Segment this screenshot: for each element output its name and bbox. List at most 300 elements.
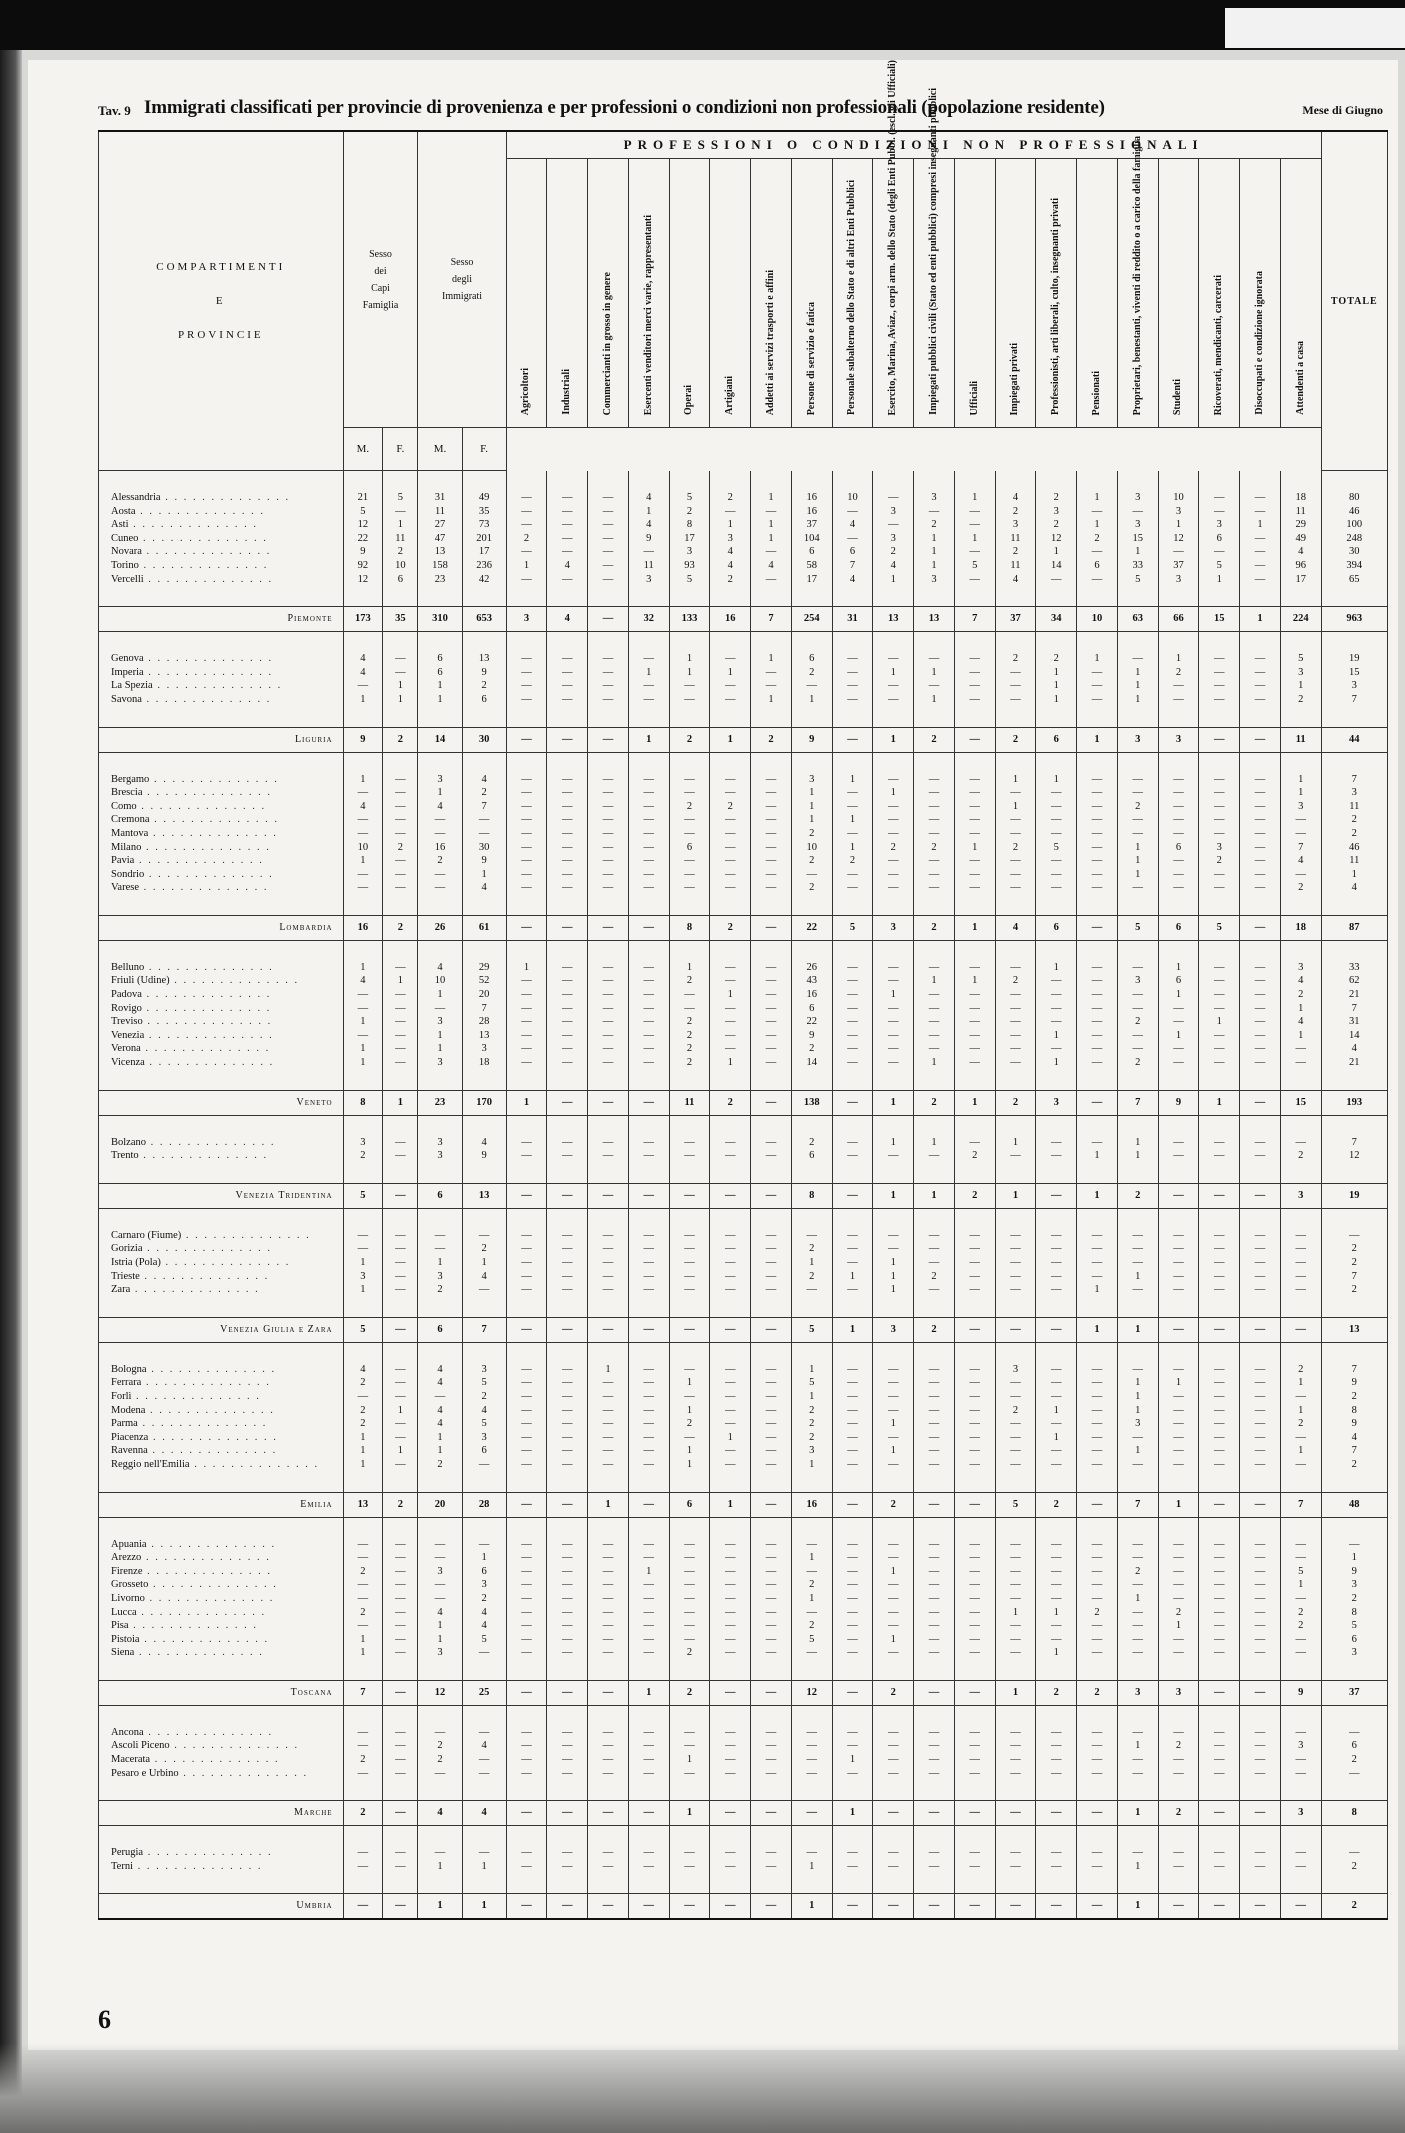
spacer-cell: [914, 895, 955, 916]
spacer-cell: [383, 632, 418, 653]
table-cell: 1: [914, 532, 955, 546]
table-cell: 1: [873, 988, 914, 1002]
table-cell: —: [628, 1042, 669, 1056]
spacer-cell: [628, 1517, 669, 1538]
table-cell: —: [628, 1894, 669, 1920]
table-cell: —: [873, 1149, 914, 1163]
table-cell: —: [628, 1242, 669, 1256]
table-cell: 1: [383, 518, 418, 532]
table-row-total: [99, 1680, 1388, 1705]
table-cell: —: [1280, 1256, 1321, 1270]
table-cell: —: [751, 1404, 792, 1418]
table-cell: —: [1199, 1739, 1240, 1753]
provincia-name: [99, 813, 344, 827]
table-cell: —: [710, 1015, 751, 1029]
leader-dots: . . . . . . . . . . . . . .: [141, 1377, 271, 1389]
spacer-cell: [506, 1472, 547, 1493]
table-cell: 9: [791, 727, 832, 752]
table-cell: —: [1077, 1056, 1118, 1070]
table-cell: 1: [873, 666, 914, 680]
table-cell: —: [1036, 1002, 1077, 1016]
spacer-cell: [1077, 1342, 1118, 1363]
spacer-cell: [873, 707, 914, 728]
table-cell: —: [383, 1390, 418, 1404]
provincia-name: [99, 773, 344, 787]
table-cell: —: [832, 1680, 873, 1705]
table-row: [99, 1390, 1388, 1404]
table-cell: —: [995, 1538, 1036, 1552]
table-cell: —: [751, 1149, 792, 1163]
table-cell: —: [1036, 827, 1077, 841]
table-cell: —: [1158, 1404, 1199, 1418]
table-cell: —: [628, 1578, 669, 1592]
table-cell: —: [751, 666, 792, 680]
compartimento-total-name: [99, 1317, 344, 1342]
table-cell: —: [669, 1283, 710, 1297]
spacer-row: [99, 1070, 1388, 1091]
table-cell: 4: [462, 1739, 506, 1753]
spacer-cell: [462, 752, 506, 773]
table-cell: —: [954, 1317, 995, 1342]
table-cell: —: [873, 652, 914, 666]
table-cell: —: [506, 1860, 547, 1874]
table-cell: —: [1158, 1042, 1199, 1056]
table-cell: —: [995, 1619, 1036, 1633]
table-cell: —: [588, 854, 629, 868]
table-cell: 4: [418, 1363, 462, 1377]
spacer-cell: [547, 940, 588, 961]
leader-dots: . . . . . . . . . . . . . .: [136, 800, 267, 812]
table-cell: —: [383, 1149, 418, 1163]
table-cell: —: [751, 1551, 792, 1565]
spacer-cell: [873, 1163, 914, 1184]
spacer-cell: [914, 1517, 955, 1538]
spacer-cell: [751, 1163, 792, 1184]
table-cell: —: [418, 1538, 462, 1552]
table-cell: —: [1199, 1767, 1240, 1781]
table-cell: —: [914, 1619, 955, 1633]
row-label: Verona: [111, 1043, 141, 1055]
table-cell: —: [506, 1149, 547, 1163]
table-cell: 7: [1117, 1090, 1158, 1115]
table-cell: —: [383, 1317, 418, 1342]
table-cell: —: [1036, 1229, 1077, 1243]
table-cell: —: [954, 518, 995, 532]
table-cell: —: [462, 1846, 506, 1860]
table-cell: —: [995, 1767, 1036, 1781]
spacer-cell: [995, 752, 1036, 773]
row-label: Venezia Giulia e Zara: [220, 1323, 333, 1335]
spacer-cell: [1280, 1297, 1321, 1318]
table-cell: —: [995, 1317, 1036, 1342]
table-cell: —: [832, 1363, 873, 1377]
table-cell: —: [710, 1270, 751, 1284]
table-cell: —: [1117, 1551, 1158, 1565]
spacer-cell: [669, 1070, 710, 1091]
spacer-cell: [954, 632, 995, 653]
table-cell: —: [343, 1029, 383, 1043]
table-cell: —: [669, 1363, 710, 1377]
provincia-name: [99, 1538, 344, 1552]
table-cell: 1: [751, 518, 792, 532]
table-cell: 3: [1199, 518, 1240, 532]
spacer-cell: [588, 707, 629, 728]
table-cell: 1: [791, 813, 832, 827]
table-row: [99, 573, 1388, 587]
row-label: Alessandria: [111, 492, 161, 503]
table-cell: —: [506, 518, 547, 532]
table-cell: 2: [914, 1270, 955, 1284]
table-cell: —: [914, 1149, 955, 1163]
table-cell: —: [1199, 1578, 1240, 1592]
table-cell: 3: [710, 532, 751, 546]
table-cell: —: [914, 1565, 955, 1579]
table-cell: —: [462, 1229, 506, 1243]
table-cell: —: [710, 1149, 751, 1163]
table-cell: —: [710, 1860, 751, 1874]
table-cell: —: [588, 1404, 629, 1418]
table-cell: 43: [791, 974, 832, 988]
header-profession-label: Industriali: [561, 369, 573, 415]
table-cell: —: [832, 881, 873, 895]
spacer-cell: [628, 1342, 669, 1363]
table-cell: —: [343, 988, 383, 1002]
table-cell: —: [1036, 1149, 1077, 1163]
table-cell: —: [506, 505, 547, 519]
leader-dots: . . . . . . . . . . . . . .: [149, 773, 279, 785]
table-cell: —: [914, 1002, 955, 1016]
spacer-cell: [99, 471, 344, 492]
spacer-cell: [1036, 1342, 1077, 1363]
spacer-cell: [914, 1115, 955, 1136]
header-profession-label: Esercenti venditori merci varie, rappresentanti: [642, 214, 654, 415]
table-cell: —: [1199, 1002, 1240, 1016]
table-cell: 4: [1280, 545, 1321, 559]
table-cell: 1: [710, 666, 751, 680]
table-cell: —: [954, 1363, 995, 1377]
table-cell: 16: [343, 915, 383, 940]
table-cell: —: [914, 1894, 955, 1920]
leader-dots: . . . . . . . . . . . . . .: [150, 1754, 280, 1766]
table-row: [99, 1606, 1388, 1620]
table-cell: —: [832, 1646, 873, 1660]
spacer-cell: [1199, 895, 1240, 916]
table-cell: —: [832, 988, 873, 1002]
table-cell: —: [547, 988, 588, 1002]
table-cell: —: [1199, 1444, 1240, 1458]
table-cell: —: [914, 988, 955, 1002]
table-cell: —: [873, 800, 914, 814]
spacer-cell: [1117, 1297, 1158, 1318]
table-cell: 2: [791, 1042, 832, 1056]
leader-dots: . . . . . . . . . . . . . .: [128, 519, 259, 531]
compartimento-total-name: [99, 1183, 344, 1208]
spacer-cell: [873, 1873, 914, 1894]
table-cell: 10: [383, 559, 418, 573]
table-cell: —: [873, 1578, 914, 1592]
table-cell: 1: [418, 679, 462, 693]
spacer-cell: [462, 1297, 506, 1318]
spacer-cell: [418, 1297, 462, 1318]
provincia-name: [99, 1042, 344, 1056]
spacer-cell: [954, 1873, 995, 1894]
table-cell: —: [1280, 1646, 1321, 1660]
table-cell: —: [710, 1739, 751, 1753]
table-cell: 1: [462, 1256, 506, 1270]
table-cell: —: [1280, 1431, 1321, 1445]
table-cell: —: [791, 868, 832, 882]
table-cell: —: [1158, 1317, 1199, 1342]
spacer-cell: [1321, 1705, 1387, 1726]
table-cell: —: [1036, 1256, 1077, 1270]
table-cell: —: [914, 1646, 955, 1660]
spacer-cell: [832, 1342, 873, 1363]
table-cell: —: [383, 1183, 418, 1208]
table-cell: —: [1199, 1538, 1240, 1552]
spacer-cell: [1158, 471, 1199, 492]
spacer-cell: [1321, 1780, 1387, 1801]
spacer-cell: [1199, 471, 1240, 492]
table-cell: —: [1036, 1417, 1077, 1431]
table-cell: 1: [1158, 1492, 1199, 1517]
table-cell: 1: [873, 1136, 914, 1150]
spacer-cell: [547, 1115, 588, 1136]
table-cell: —: [995, 1592, 1036, 1606]
table-cell: 9: [791, 1029, 832, 1043]
table-cell: 2: [791, 1619, 832, 1633]
spacer-cell: [588, 1297, 629, 1318]
table-cell: —: [1240, 1753, 1281, 1767]
spacer-cell: [343, 1163, 383, 1184]
spacer-cell: [1240, 1070, 1281, 1091]
table-cell: —: [383, 881, 418, 895]
table-cell: —: [995, 1431, 1036, 1445]
table-cell: 44: [1321, 727, 1387, 752]
table-row: [99, 518, 1388, 532]
table-cell: —: [914, 1578, 955, 1592]
table-cell: 2: [343, 1376, 383, 1390]
table-cell: —: [506, 1029, 547, 1043]
table-cell: —: [1117, 827, 1158, 841]
table-cell: —: [1240, 1002, 1281, 1016]
table-cell: —: [588, 988, 629, 1002]
table-cell: —: [791, 1606, 832, 1620]
spacer-cell: [914, 1208, 955, 1229]
leader-dots: . . . . . . . . . . . . . .: [138, 532, 268, 544]
table-cell: —: [506, 1376, 547, 1390]
table-cell: 1: [710, 1056, 751, 1070]
table-cell: 35: [383, 607, 418, 632]
table-cell: —: [832, 1183, 873, 1208]
table-cell: 2: [791, 1270, 832, 1284]
header-profession-1: [547, 159, 588, 428]
table-cell: —: [873, 974, 914, 988]
table-cell: —: [462, 1726, 506, 1740]
spacer-cell: [1280, 1115, 1321, 1136]
table-cell: 92: [343, 559, 383, 573]
spacer-cell: [914, 1297, 955, 1318]
table-cell: —: [954, 1739, 995, 1753]
table-cell: 1: [1077, 1283, 1118, 1297]
spacer-cell: [547, 1873, 588, 1894]
table-cell: 12: [1321, 1149, 1387, 1163]
table-row-total: [99, 727, 1388, 752]
spacer-cell: [547, 1070, 588, 1091]
table-cell: 10: [1077, 607, 1118, 632]
spacer-cell: [791, 1297, 832, 1318]
table-cell: —: [995, 1390, 1036, 1404]
spacer-cell: [588, 1780, 629, 1801]
provincia-name: [99, 1646, 344, 1660]
table-cell: —: [914, 1404, 955, 1418]
header-sesso-immigrati-line2: degli: [452, 274, 473, 285]
provincia-name: [99, 1417, 344, 1431]
spacer-cell: [1158, 895, 1199, 916]
table-cell: 11: [418, 505, 462, 519]
header-sesso-capi-line3: Capi: [371, 282, 390, 294]
spacer-cell: [1158, 1660, 1199, 1681]
spacer-cell: [462, 1705, 506, 1726]
table-cell: 2: [832, 854, 873, 868]
table-cell: 4: [1321, 1042, 1387, 1056]
table-cell: —: [669, 827, 710, 841]
spacer-cell: [628, 1163, 669, 1184]
table-cell: —: [383, 1680, 418, 1705]
table-cell: —: [343, 1846, 383, 1860]
leader-dots: . . . . . . . . . . . . . .: [138, 1150, 269, 1162]
table-row: [99, 1578, 1388, 1592]
header-profession-4: [669, 159, 710, 428]
table-cell: —: [1240, 1056, 1281, 1070]
table-cell: —: [418, 813, 462, 827]
table-cell: —: [1158, 1149, 1199, 1163]
spacer-cell: [914, 1070, 955, 1091]
table-cell: —: [418, 1846, 462, 1860]
table-cell: —: [506, 1606, 547, 1620]
spacer-cell: [751, 1517, 792, 1538]
spacer-cell: [1077, 586, 1118, 607]
table-cell: 30: [1321, 545, 1387, 559]
spacer-cell: [628, 1297, 669, 1318]
table-cell: —: [628, 1015, 669, 1029]
spacer-cell: [1321, 895, 1387, 916]
spacer-cell: [1158, 1472, 1199, 1493]
table-row: [99, 666, 1388, 680]
table-cell: —: [710, 1256, 751, 1270]
table-cell: 310: [418, 607, 462, 632]
table-cell: —: [751, 974, 792, 988]
table-cell: 2: [343, 1753, 383, 1767]
spacer-cell: [1077, 1660, 1118, 1681]
table-cell: —: [1077, 1390, 1118, 1404]
table-cell: —: [1077, 1015, 1118, 1029]
spacer-cell: [914, 471, 955, 492]
table-cell: —: [832, 1767, 873, 1781]
table-cell: 12: [343, 518, 383, 532]
spacer-cell: [669, 1163, 710, 1184]
spacer-cell: [791, 1070, 832, 1091]
table-cell: —: [1199, 827, 1240, 841]
table-cell: —: [1036, 868, 1077, 882]
spacer-cell: [343, 1826, 383, 1847]
table-cell: —: [669, 1726, 710, 1740]
spacer-cell: [954, 1163, 995, 1184]
table-cell: 2: [1280, 1149, 1321, 1163]
row-label: Forlì: [111, 1390, 132, 1402]
spacer-cell: [99, 1070, 344, 1091]
spacer-cell: [383, 586, 418, 607]
table-cell: —: [588, 1739, 629, 1753]
table-cell: —: [506, 1136, 547, 1150]
table-cell: —: [751, 800, 792, 814]
table-cell: 2: [1280, 1606, 1321, 1620]
spacer-cell: [954, 1517, 995, 1538]
table-cell: —: [588, 974, 629, 988]
spacer-cell: [1240, 1472, 1281, 1493]
table-cell: —: [1240, 1551, 1281, 1565]
table-cell: 2: [383, 727, 418, 752]
table-cell: —: [669, 1136, 710, 1150]
table-cell: —: [954, 1753, 995, 1767]
header-sesso-immigrati: [418, 131, 506, 428]
table-cell: 3: [506, 607, 547, 632]
table-cell: 2: [710, 800, 751, 814]
table-cell: —: [1199, 1801, 1240, 1826]
spacer-cell: [1077, 1208, 1118, 1229]
spacer-cell: [383, 1208, 418, 1229]
spacer-cell: [628, 1873, 669, 1894]
table-cell: —: [343, 1578, 383, 1592]
table-cell: —: [751, 1753, 792, 1767]
spacer-cell: [1321, 1873, 1387, 1894]
spacer-cell: [710, 1826, 751, 1847]
leader-dots: . . . . . . . . . . . . . .: [169, 975, 300, 987]
table-cell: —: [383, 961, 418, 975]
leader-dots: . . . . . . . . . . . . . .: [181, 1229, 311, 1241]
spacer-cell: [1240, 1208, 1281, 1229]
table-cell: —: [506, 1270, 547, 1284]
table-cell: —: [628, 1376, 669, 1390]
spacer-cell: [1158, 1780, 1199, 1801]
table-cell: —: [628, 841, 669, 855]
table-cell: —: [832, 1619, 873, 1633]
table-cell: —: [506, 573, 547, 587]
table-cell: —: [914, 800, 955, 814]
table-cell: —: [588, 1183, 629, 1208]
provincia-name: [99, 1739, 344, 1753]
spacer-cell: [832, 1472, 873, 1493]
table-cell: —: [995, 961, 1036, 975]
table-cell: —: [1158, 1183, 1199, 1208]
spacer-cell: [1199, 1163, 1240, 1184]
table-cell: —: [669, 1619, 710, 1633]
table-cell: —: [873, 1551, 914, 1565]
spacer-cell: [383, 1070, 418, 1091]
spacer-cell: [383, 752, 418, 773]
table-cell: —: [914, 1753, 955, 1767]
table-cell: 6: [462, 1565, 506, 1579]
table-cell: —: [1036, 854, 1077, 868]
table-cell: —: [791, 1846, 832, 1860]
table-cell: —: [954, 1565, 995, 1579]
table-cell: —: [588, 573, 629, 587]
table-cell: —: [1158, 1633, 1199, 1647]
header-capi-f: F.: [383, 428, 418, 471]
table-cell: —: [628, 1633, 669, 1647]
table-cell: 2: [506, 532, 547, 546]
table-cell: —: [343, 1538, 383, 1552]
table-cell: —: [1158, 1646, 1199, 1660]
